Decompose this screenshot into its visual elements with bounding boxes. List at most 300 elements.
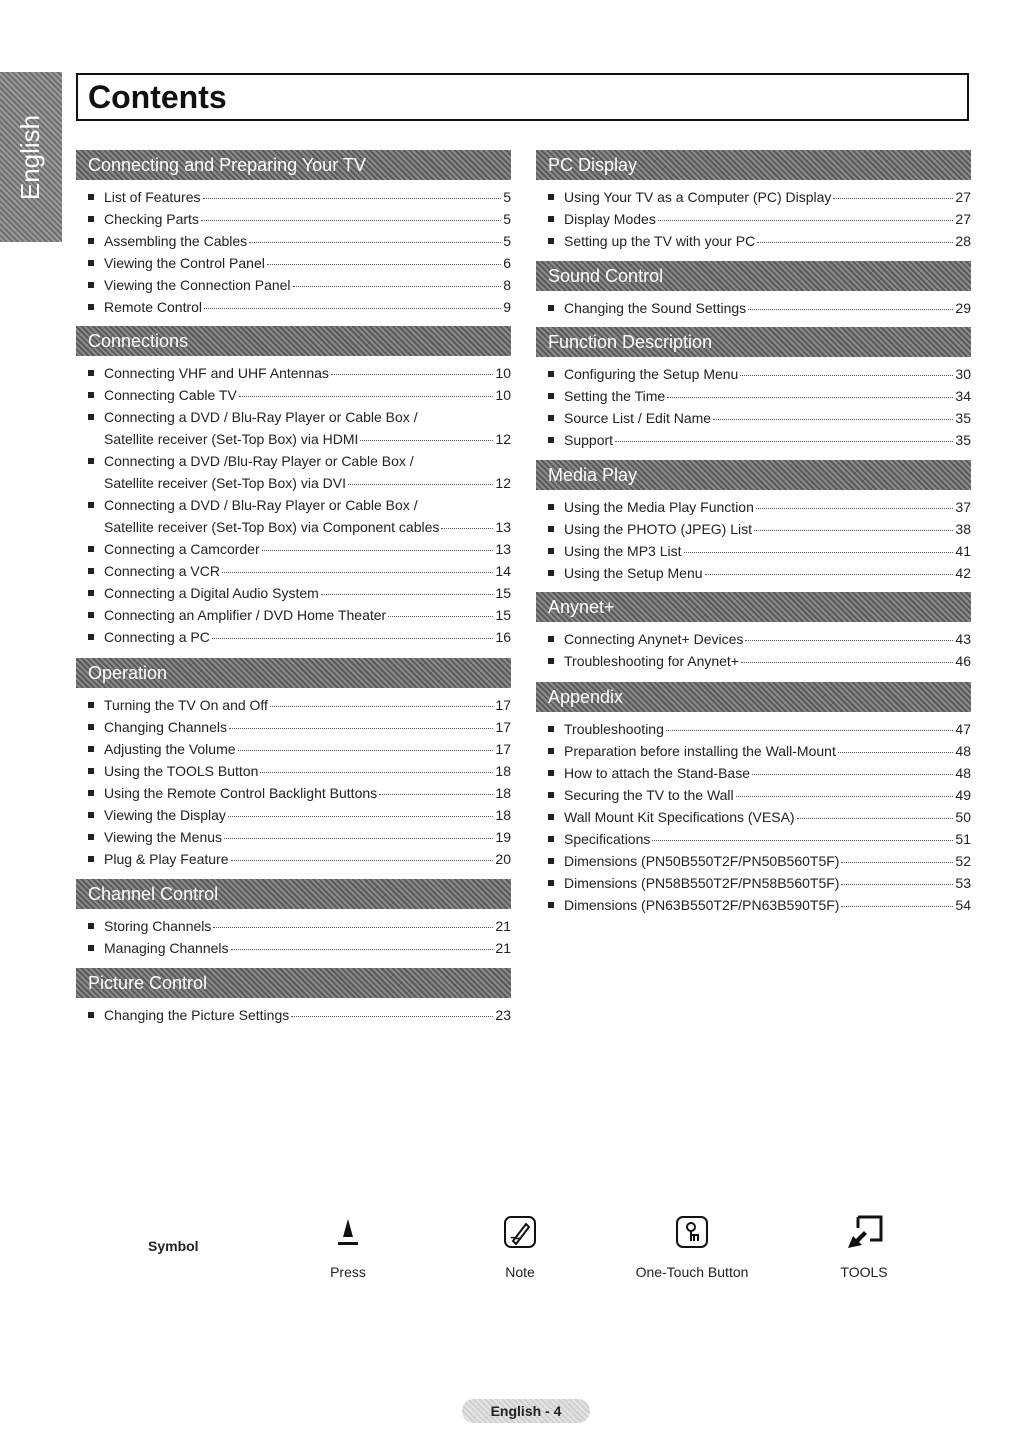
toc-row xyxy=(104,384,511,406)
dot-leader xyxy=(222,572,493,573)
toc-list xyxy=(76,694,511,870)
toc-item[interactable] xyxy=(536,363,971,385)
toc-item[interactable] xyxy=(536,186,971,208)
toc-item-page: 21 xyxy=(495,918,511,934)
dot-leader xyxy=(270,706,493,707)
toc-row xyxy=(564,363,971,385)
toc-row xyxy=(104,937,511,959)
toc-item-title: Using the Media Play Function xyxy=(564,499,754,515)
toc-item-title: Using the MP3 List xyxy=(564,543,682,559)
toc-item[interactable] xyxy=(76,296,511,318)
toc-row xyxy=(104,252,511,274)
toc-item-title: Configuring the Setup Menu xyxy=(564,366,739,382)
section-header: Operation xyxy=(76,658,511,688)
toc-item-page: 50 xyxy=(955,809,971,825)
toc-row xyxy=(104,274,511,296)
toc-item[interactable] xyxy=(536,718,971,740)
toc-item-page: 15 xyxy=(495,607,511,623)
toc-section xyxy=(76,150,511,318)
toc-item-title: Using the PHOTO (JPEG) List xyxy=(564,521,753,537)
toc-row xyxy=(564,540,971,562)
toc-row xyxy=(104,716,511,738)
symbol-caption: One-Touch Button xyxy=(635,1264,749,1280)
toc-item-title: Troubleshooting for Anynet+ xyxy=(564,653,739,669)
section-header: Function Description xyxy=(536,327,971,357)
toc-item-page: 8 xyxy=(503,277,511,293)
dot-leader xyxy=(615,441,953,442)
toc-item[interactable] xyxy=(76,694,511,716)
toc-item-page: 27 xyxy=(955,189,971,205)
dot-leader xyxy=(754,530,953,531)
symbol-one-touch xyxy=(612,1210,772,1280)
toc-item[interactable] xyxy=(76,604,511,626)
toc-list xyxy=(76,1004,511,1026)
toc-row xyxy=(564,186,971,208)
dot-leader xyxy=(667,397,953,398)
toc-list xyxy=(76,362,511,648)
toc-item[interactable] xyxy=(76,760,511,782)
toc-list xyxy=(536,496,971,584)
toc-item[interactable] xyxy=(536,407,971,429)
toc-item-page: 13 xyxy=(495,541,511,557)
toc-item[interactable] xyxy=(76,826,511,848)
toc-list xyxy=(536,718,971,916)
toc-item[interactable] xyxy=(536,297,971,319)
toc-item-title: Changing Channels xyxy=(104,719,227,735)
symbol-legend xyxy=(0,1210,1036,1290)
toc-item[interactable] xyxy=(536,562,971,584)
dot-leader xyxy=(757,242,953,243)
toc-item[interactable] xyxy=(76,560,511,582)
dot-leader xyxy=(321,594,494,595)
dot-leader xyxy=(238,750,494,751)
toc-item-title: Preparation before installing the Wall-Mount xyxy=(564,743,836,759)
toc-row xyxy=(564,297,971,319)
toc-row xyxy=(564,806,971,828)
section-header: Connecting and Preparing Your TV xyxy=(76,150,511,180)
toc-row xyxy=(104,208,511,230)
toc-row xyxy=(104,804,511,826)
toc-item-page: 5 xyxy=(503,211,511,227)
toc-item-page: 20 xyxy=(495,851,511,867)
dot-leader xyxy=(841,862,953,863)
toc-item[interactable] xyxy=(536,806,971,828)
toc-item-title: Connecting a Digital Audio System xyxy=(104,585,319,601)
toc-row xyxy=(104,826,511,848)
toc-item[interactable] xyxy=(536,230,971,252)
toc-item-title: Source List / Edit Name xyxy=(564,410,712,426)
dot-leader xyxy=(228,816,494,817)
toc-row xyxy=(104,538,511,560)
toc-list xyxy=(536,186,971,252)
toc-item-title: Connecting a VCR xyxy=(104,563,220,579)
toc-item-title: Display Modes xyxy=(564,211,656,227)
symbol-label: Symbol xyxy=(148,1238,199,1254)
toc-item-title: Plug & Play Feature xyxy=(104,851,229,867)
dot-leader xyxy=(224,838,493,839)
toc-row xyxy=(104,848,511,870)
toc-row xyxy=(564,894,971,916)
dot-leader xyxy=(713,419,953,420)
toc-item[interactable] xyxy=(536,872,971,894)
toc-item-title: Connecting Cable TV xyxy=(104,387,237,403)
section-header: Anynet+ xyxy=(536,592,971,622)
toc-item-page: 18 xyxy=(495,763,511,779)
toc-item[interactable] xyxy=(76,915,511,937)
toc-row xyxy=(564,562,971,584)
toc-item[interactable] xyxy=(76,208,511,230)
dot-leader xyxy=(652,840,953,841)
toc-list xyxy=(536,297,971,319)
toc-section xyxy=(536,592,971,672)
toc-item[interactable] xyxy=(76,848,511,870)
toc-item[interactable] xyxy=(536,208,971,230)
toc-row xyxy=(564,762,971,784)
toc-row xyxy=(564,740,971,762)
toc-item[interactable] xyxy=(536,540,971,562)
toc-item-title: Dimensions (PN50B550T2F/PN50B560T5F) xyxy=(564,853,840,869)
toc-row xyxy=(104,296,511,318)
section-header: PC Display xyxy=(536,150,971,180)
toc-item[interactable] xyxy=(536,740,971,762)
toc-item-page: 38 xyxy=(955,521,971,537)
toc-item-page: 16 xyxy=(495,629,511,645)
toc-row xyxy=(564,628,971,650)
toc-item[interactable] xyxy=(76,538,511,560)
toc-item-title: Specifications xyxy=(564,831,651,847)
dot-leader xyxy=(267,264,501,265)
dot-leader xyxy=(331,374,494,375)
toc-list xyxy=(536,628,971,672)
toc-item-title: Satellite receiver (Set-Top Box) via DVI xyxy=(104,475,346,491)
toc-item[interactable] xyxy=(76,362,511,384)
dot-leader xyxy=(841,884,953,885)
toc-item-page: 29 xyxy=(955,300,971,316)
toc-item[interactable] xyxy=(76,494,511,538)
toc-row xyxy=(564,828,971,850)
toc-row xyxy=(564,385,971,407)
toc-row xyxy=(104,782,511,804)
toc-item-page: 51 xyxy=(955,831,971,847)
toc-item[interactable] xyxy=(536,894,971,916)
toc-item[interactable] xyxy=(76,186,511,208)
dot-leader xyxy=(748,309,953,310)
toc-item-title: Using the Setup Menu xyxy=(564,565,703,581)
toc-row xyxy=(104,694,511,716)
toc-item[interactable] xyxy=(76,252,511,274)
toc-item-page: 21 xyxy=(495,940,511,956)
toc-item[interactable] xyxy=(76,716,511,738)
toc-item-title: Connecting a Camcorder xyxy=(104,541,260,557)
toc-item-page: 10 xyxy=(495,365,511,381)
toc-row xyxy=(104,582,511,604)
toc-item[interactable] xyxy=(536,385,971,407)
toc-item-title: Adjusting the Volume xyxy=(104,741,236,757)
toc-item-title: Changing the Sound Settings xyxy=(564,300,747,316)
toc-item-title: Managing Channels xyxy=(104,940,229,956)
toc-section xyxy=(536,460,971,584)
toc-row xyxy=(564,230,971,252)
dot-leader xyxy=(231,860,494,861)
toc-item-title: Storing Channels xyxy=(104,918,212,934)
toc-row xyxy=(564,407,971,429)
section-header: Connections xyxy=(76,326,511,356)
toc-item-title: Dimensions (PN58B550T2F/PN58B560T5F) xyxy=(564,875,840,891)
dot-leader xyxy=(736,796,954,797)
symbol-tools xyxy=(784,1210,944,1280)
toc-row xyxy=(564,496,971,518)
toc-list xyxy=(76,915,511,959)
section-header: Appendix xyxy=(536,682,971,712)
toc-section xyxy=(536,150,971,252)
section-header: Media Play xyxy=(536,460,971,490)
dot-leader xyxy=(684,552,954,553)
dot-leader xyxy=(756,508,954,509)
toc-row xyxy=(104,915,511,937)
title-box xyxy=(76,73,969,121)
dot-leader xyxy=(360,440,493,441)
toc-row xyxy=(564,429,971,451)
toc-item[interactable] xyxy=(536,850,971,872)
toc-item-page: 46 xyxy=(955,653,971,669)
toc-item-page: 43 xyxy=(955,631,971,647)
toc-row xyxy=(564,784,971,806)
toc-item-title: Connecting Anynet+ Devices xyxy=(564,631,744,647)
toc-item[interactable] xyxy=(76,384,511,406)
dot-leader xyxy=(249,242,501,243)
toc-item[interactable] xyxy=(76,274,511,296)
toc-item-page: 49 xyxy=(955,787,971,803)
toc-section xyxy=(536,327,971,451)
toc-item-page: 17 xyxy=(495,741,511,757)
dot-leader xyxy=(745,640,953,641)
dot-leader xyxy=(379,794,493,795)
symbol-press xyxy=(268,1210,428,1280)
dot-leader xyxy=(838,752,954,753)
toc-item-title: Dimensions (PN63B550T2F/PN63B590T5F) xyxy=(564,897,840,913)
toc-item[interactable] xyxy=(76,450,511,494)
toc-section xyxy=(76,968,511,1026)
toc-section xyxy=(536,261,971,319)
toc-item-page: 15 xyxy=(495,585,511,601)
toc-row xyxy=(104,604,511,626)
toc-item-page: 18 xyxy=(495,807,511,823)
dot-leader xyxy=(833,198,953,199)
toc-item-page: 17 xyxy=(495,697,511,713)
dot-leader xyxy=(260,772,493,773)
toc-section xyxy=(536,682,971,916)
dot-leader xyxy=(203,198,502,199)
toc-item[interactable] xyxy=(76,406,511,450)
dot-leader xyxy=(201,220,501,221)
section-header: Picture Control xyxy=(76,968,511,998)
toc-item-page: 19 xyxy=(495,829,511,845)
toc-item-title: Setting up the TV with your PC xyxy=(564,233,756,249)
toc-item-page: 13 xyxy=(495,519,511,535)
toc-item-page: 42 xyxy=(955,565,971,581)
toc-row xyxy=(104,516,511,538)
dot-leader xyxy=(293,286,502,287)
toc-item-page: 5 xyxy=(503,189,511,205)
toc-item-page: 52 xyxy=(955,853,971,869)
toc-item-page: 12 xyxy=(495,431,511,447)
toc-item-page: 14 xyxy=(495,563,511,579)
dot-leader xyxy=(291,1016,493,1017)
note-icon xyxy=(440,1210,600,1254)
toc-item-page: 47 xyxy=(955,721,971,737)
toc-list xyxy=(76,186,511,318)
toc-row xyxy=(564,650,971,672)
toc-item[interactable] xyxy=(76,937,511,959)
dot-leader xyxy=(658,220,954,221)
toc-row xyxy=(564,718,971,740)
dot-leader xyxy=(841,906,953,907)
toc-item-title: Setting the Time xyxy=(564,388,666,404)
dot-leader xyxy=(229,728,493,729)
toc-item-title: Satellite receiver (Set-Top Box) via Component cables xyxy=(104,519,440,535)
toc-item[interactable] xyxy=(536,650,971,672)
toc-section xyxy=(76,879,511,959)
toc-row xyxy=(564,518,971,540)
toc-item-line1: Connecting a DVD / Blu-Ray Player or Cable Box / xyxy=(104,409,418,425)
toc-item-line1: Connecting a DVD / Blu-Ray Player or Cable Box / xyxy=(104,497,418,513)
toc-item-page: 27 xyxy=(955,211,971,227)
toc-row xyxy=(104,362,511,384)
toc-row xyxy=(104,230,511,252)
page-number: English - 4 xyxy=(462,1399,590,1423)
toc-item-title: Viewing the Display xyxy=(104,807,226,823)
toc-item[interactable] xyxy=(76,230,511,252)
symbol-note xyxy=(440,1210,600,1280)
toc-item-page: 34 xyxy=(955,388,971,404)
dot-leader xyxy=(204,308,501,309)
toc-item[interactable] xyxy=(76,582,511,604)
symbol-caption: TOOLS xyxy=(840,1264,888,1280)
dot-leader xyxy=(231,949,494,950)
toc-item[interactable] xyxy=(536,628,971,650)
one-touch-button-icon xyxy=(612,1210,772,1254)
toc-row xyxy=(104,760,511,782)
toc-row xyxy=(104,428,511,450)
toc-item-page: 23 xyxy=(495,1007,511,1023)
dot-leader xyxy=(741,662,953,663)
toc-item-title: Remote Control xyxy=(104,299,203,315)
dot-leader xyxy=(797,818,954,819)
toc-row xyxy=(104,626,511,648)
tools-icon xyxy=(784,1210,944,1254)
toc-item-title: Assembling the Cables xyxy=(104,233,248,249)
toc-item-title: Securing the TV to the Wall xyxy=(564,787,734,803)
symbol-caption: Press xyxy=(330,1264,366,1280)
toc-row xyxy=(104,472,511,494)
toc-item-page: 35 xyxy=(955,410,971,426)
dot-leader xyxy=(388,616,493,617)
toc-item-title: How to attach the Stand-Base xyxy=(564,765,750,781)
toc-item-page: 30 xyxy=(955,366,971,382)
toc-item[interactable] xyxy=(76,738,511,760)
dot-leader xyxy=(752,774,953,775)
symbol-caption: Note xyxy=(505,1264,535,1280)
dot-leader xyxy=(212,638,494,639)
dot-leader xyxy=(348,484,493,485)
toc-item[interactable] xyxy=(76,626,511,648)
toc-item-page: 18 xyxy=(495,785,511,801)
toc-item-page: 48 xyxy=(955,765,971,781)
toc-item-page: 53 xyxy=(955,875,971,891)
toc-item-title: Changing the Picture Settings xyxy=(104,1007,290,1023)
toc-item[interactable] xyxy=(536,496,971,518)
toc-item-title: Checking Parts xyxy=(104,211,199,227)
toc-row xyxy=(104,186,511,208)
toc-item-title: Viewing the Connection Panel xyxy=(104,277,291,293)
dot-leader xyxy=(666,730,954,731)
toc-row xyxy=(564,850,971,872)
toc-item[interactable] xyxy=(536,518,971,540)
page-title: Contents xyxy=(88,79,227,115)
dot-leader xyxy=(705,574,954,575)
toc-item-page: 37 xyxy=(955,499,971,515)
toc-item-page: 10 xyxy=(495,387,511,403)
toc-item[interactable] xyxy=(536,784,971,806)
section-header: Channel Control xyxy=(76,879,511,909)
toc-section xyxy=(76,658,511,870)
toc-item[interactable] xyxy=(536,828,971,850)
toc-item-title: Connecting a PC xyxy=(104,629,210,645)
language-tab xyxy=(0,72,62,242)
toc-item-page: 5 xyxy=(503,233,511,249)
toc-item-page: 48 xyxy=(955,743,971,759)
toc-item[interactable] xyxy=(536,762,971,784)
toc-list xyxy=(536,363,971,451)
toc-item[interactable] xyxy=(76,804,511,826)
toc-item-title: Troubleshooting xyxy=(564,721,664,737)
toc-item-page: 35 xyxy=(955,432,971,448)
toc-item-title: Connecting VHF and UHF Antennas xyxy=(104,365,329,381)
language-label: English xyxy=(15,114,46,200)
toc-row xyxy=(104,1004,511,1026)
toc-item[interactable] xyxy=(536,429,971,451)
toc-item-title: Wall Mount Kit Specifications (VESA) xyxy=(564,809,795,825)
toc-item-page: 9 xyxy=(503,299,511,315)
toc-item-page: 6 xyxy=(503,255,511,271)
toc-item-title: Viewing the Menus xyxy=(104,829,223,845)
toc-item-title: Using Your TV as a Computer (PC) Display xyxy=(564,189,832,205)
toc-item-title: Connecting an Amplifier / DVD Home Theater xyxy=(104,607,387,623)
dot-leader xyxy=(262,550,494,551)
toc-item-title: Support xyxy=(564,432,614,448)
toc-row xyxy=(564,872,971,894)
toc-item-title: Using the TOOLS Button xyxy=(104,763,259,779)
toc-row xyxy=(104,738,511,760)
toc-item-title: Turning the TV On and Off xyxy=(104,697,268,713)
toc-item-title: List of Features xyxy=(104,189,201,205)
dot-leader xyxy=(239,396,494,397)
toc-item-page: 12 xyxy=(495,475,511,491)
toc-row xyxy=(104,560,511,582)
press-icon xyxy=(268,1210,428,1254)
toc-section xyxy=(76,326,511,648)
dot-leader xyxy=(740,375,953,376)
toc-item-title: Using the Remote Control Backlight Buttons xyxy=(104,785,378,801)
section-header: Sound Control xyxy=(536,261,971,291)
toc-item-title: Satellite receiver (Set-Top Box) via HDMI xyxy=(104,431,359,447)
toc-item-page: 28 xyxy=(955,233,971,249)
toc-item[interactable] xyxy=(76,1004,511,1026)
dot-leader xyxy=(441,528,493,529)
toc-item-page: 54 xyxy=(955,897,971,913)
toc-item[interactable] xyxy=(76,782,511,804)
toc-row xyxy=(564,208,971,230)
